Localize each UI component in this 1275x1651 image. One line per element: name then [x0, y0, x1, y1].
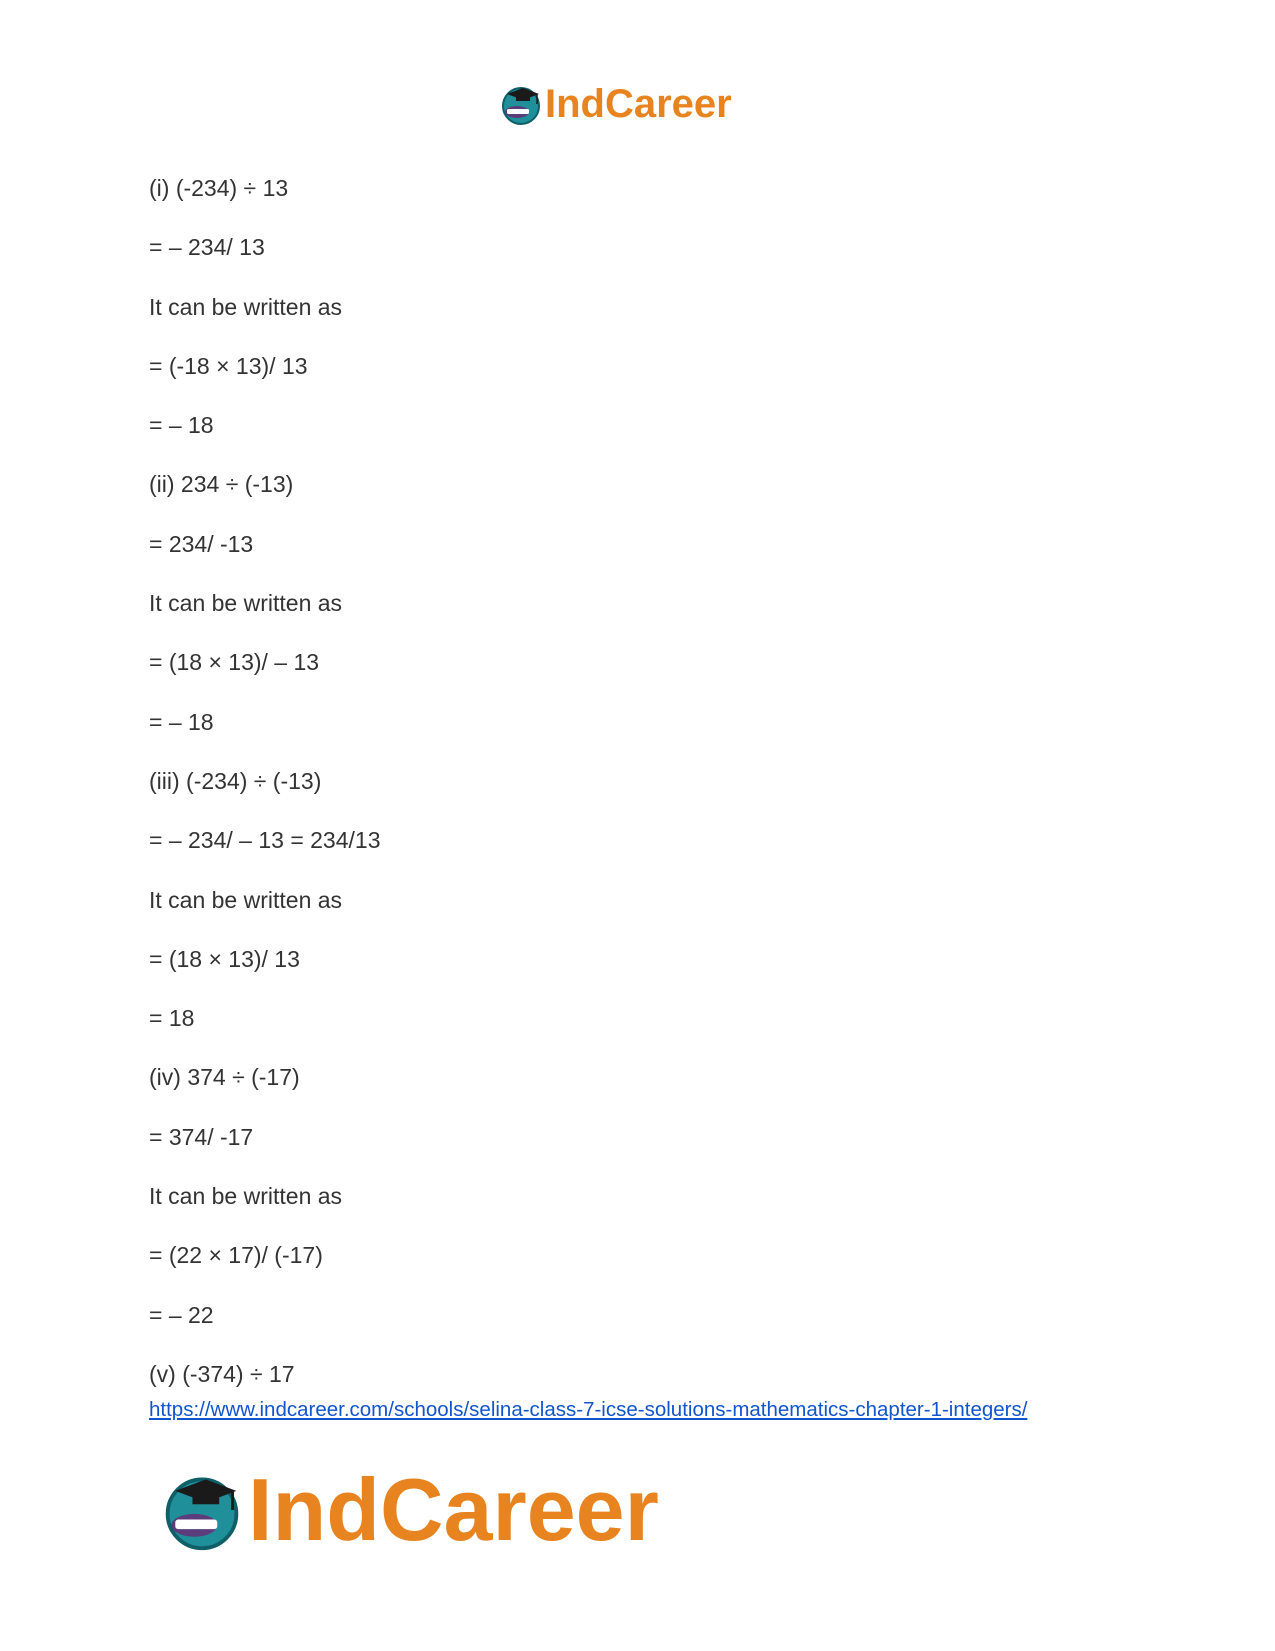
- solution-line: = – 18: [149, 708, 214, 735]
- solution-line: It can be written as: [149, 590, 343, 617]
- solution-line: (v) (-374) ÷ 17: [149, 1360, 295, 1387]
- solution-line: (iii) (-234) ÷ (-13): [149, 767, 322, 794]
- solution-line: It can be written as: [149, 293, 343, 320]
- solution-line: = – 234/ – 13 = 234/13: [149, 827, 381, 854]
- source-url-link[interactable]: https://www.indcareer.com/schools/selina-class-7-icse-solutions-mathematics-chapter-1-integers/: [149, 1398, 1028, 1421]
- solution-line: It can be written as: [149, 886, 343, 913]
- graduation-globe-icon: [160, 1468, 244, 1552]
- solution-line: = 374/ -17: [149, 1123, 254, 1150]
- logo-wordmark: IndCareer: [545, 82, 732, 126]
- solution-line: (iv) 374 ÷ (-17): [149, 1064, 300, 1091]
- graduation-globe-icon: [499, 82, 543, 126]
- solution-line: = (22 × 17)/ (-17): [149, 1242, 323, 1269]
- solution-line: = – 234/ 13: [149, 234, 265, 261]
- footer-logo: [160, 1460, 659, 1559]
- solution-line: = – 18: [149, 412, 214, 439]
- solution-line: = (18 × 13)/ – 13: [149, 649, 320, 676]
- solution-line: It can be written as: [149, 1183, 343, 1210]
- solution-line: (ii) 234 ÷ (-13): [149, 471, 294, 498]
- solution-line: = 234/ -13: [149, 530, 254, 557]
- solution-line: (i) (-234) ÷ 13: [149, 175, 289, 201]
- logo-wordmark: IndCareer: [248, 1460, 659, 1559]
- solution-line: = (-18 × 13)/ 13: [149, 352, 308, 379]
- header-logo: [499, 80, 732, 128]
- solution-body: [149, 175, 1129, 1420]
- solution-line: = (18 × 13)/ 13: [149, 945, 300, 972]
- solution-line: = – 22: [149, 1301, 214, 1328]
- solution-line: = 18: [149, 1005, 195, 1032]
